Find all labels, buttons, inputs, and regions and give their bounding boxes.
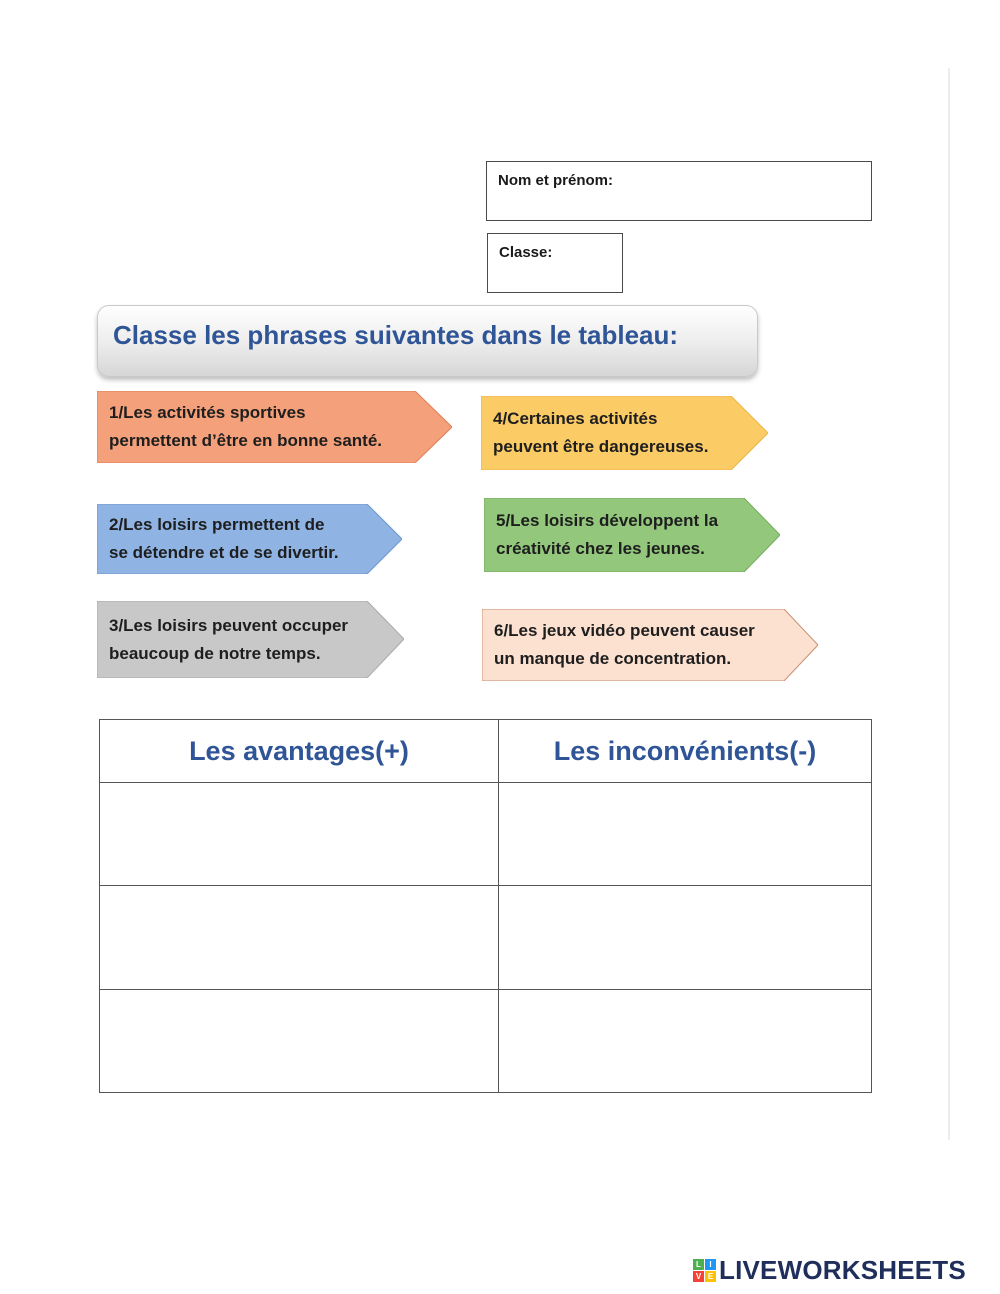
liveworksheets-logo bbox=[693, 1254, 966, 1285]
sentence-text-1: 1/Les activités sportives permettent d’être en bonne santé. bbox=[109, 403, 382, 450]
sentence-card-1[interactable] bbox=[97, 391, 452, 463]
logo-text: LIVEWORKSHEETS bbox=[719, 1254, 966, 1285]
sentence-card-3[interactable] bbox=[97, 601, 404, 678]
logo-mark-icon bbox=[693, 1259, 716, 1282]
table-header-row bbox=[100, 720, 872, 783]
sentence-text-4: 4/Certaines activités peuvent être dangereuses. bbox=[493, 409, 709, 456]
name-field-label: Nom et prénom: bbox=[498, 172, 614, 189]
logo-square-l: L bbox=[693, 1259, 704, 1270]
name-field[interactable] bbox=[486, 161, 872, 221]
sentence-card-4[interactable] bbox=[481, 396, 768, 470]
logo-square-e: E bbox=[705, 1271, 716, 1282]
instruction-text: Classe les phrases suivantes dans le tableau: bbox=[113, 320, 679, 350]
instruction-banner bbox=[97, 305, 758, 377]
disadvantages-drop-cell[interactable] bbox=[499, 886, 872, 989]
table-row bbox=[100, 989, 872, 1092]
disadvantages-header: Les inconvénients(-) bbox=[499, 720, 872, 783]
sentence-card-6[interactable] bbox=[482, 609, 818, 681]
disadvantages-drop-cell[interactable] bbox=[499, 783, 872, 886]
sentence-text-6: 6/Les jeux vidéo peuvent causer un manque de concentration. bbox=[494, 621, 755, 668]
sentence-text-3: 3/Les loisirs peuvent occuper beaucoup de notre temps. bbox=[109, 615, 349, 663]
advantages-drop-cell[interactable] bbox=[100, 989, 499, 1092]
page-edge-rule bbox=[948, 68, 950, 1140]
logo-square-i: I bbox=[705, 1259, 716, 1270]
logo-square-v: V bbox=[693, 1271, 704, 1282]
sentence-card-2[interactable] bbox=[97, 504, 402, 574]
sentence-text-2: 2/Les loisirs permettent de se détendre et de se divertir. bbox=[109, 515, 339, 562]
table-row bbox=[100, 783, 872, 886]
class-field[interactable] bbox=[487, 233, 623, 293]
sentence-card-5[interactable] bbox=[484, 498, 780, 572]
disadvantages-drop-cell[interactable] bbox=[499, 989, 872, 1092]
table-row bbox=[100, 886, 872, 989]
advantages-header: Les avantages(+) bbox=[100, 720, 499, 783]
advantages-drop-cell[interactable] bbox=[100, 783, 499, 886]
sorting-table bbox=[99, 719, 872, 1093]
sentence-text-5: 5/Les loisirs développent la créativité chez les jeunes. bbox=[496, 511, 719, 558]
class-field-label: Classe: bbox=[499, 244, 553, 261]
advantages-drop-cell[interactable] bbox=[100, 886, 499, 989]
